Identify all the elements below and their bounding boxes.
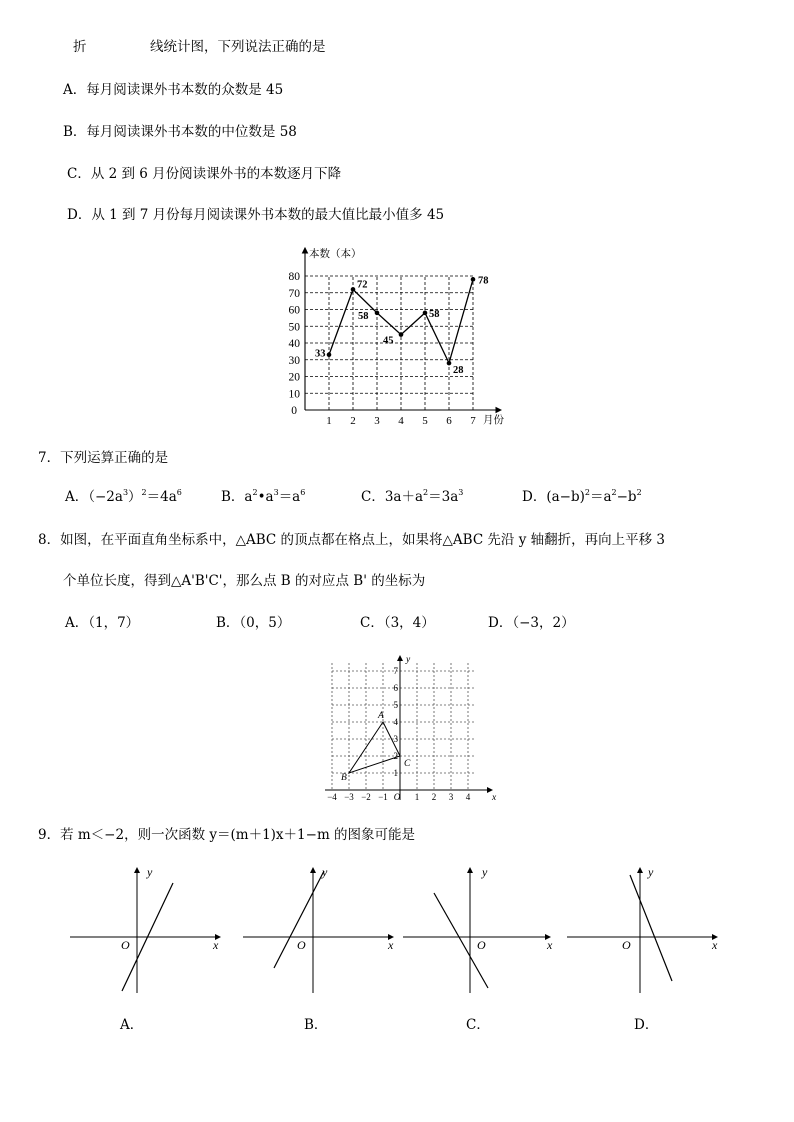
y-tick: 7 — [393, 666, 398, 676]
origin-label: O — [622, 938, 631, 952]
y-axis-label: y — [322, 865, 328, 879]
q7-option-b: B．$a^2•a^3=a^6$ — [221, 488, 306, 505]
data-point — [327, 352, 332, 357]
function-line — [630, 875, 672, 981]
q8-option-a: A．（1，7） — [65, 615, 140, 631]
origin-label: O — [393, 792, 401, 802]
x-tick-label: 5 — [422, 415, 428, 427]
q9-stem: 9．若 m＜−2，则一次函数 y＝(m＋1)x＋1−m 的图象可能是 — [38, 827, 416, 843]
data-point — [351, 287, 356, 292]
x-tick: −1 — [378, 792, 388, 802]
q6-option-b: B．每月阅读课外书本数的中位数是 58 — [63, 124, 297, 140]
data-label: 45 — [383, 335, 394, 347]
y-tick: 1 — [393, 768, 398, 778]
origin-tick-label: 0 — [291, 405, 297, 417]
x-axis-label: x — [547, 938, 553, 952]
q8-option-c: C．（3，4） — [360, 615, 435, 631]
data-label: 28 — [453, 365, 464, 377]
q8-stem-line2: 个单位长度，得到△A'B'C'，那么点 B 的对应点 B' 的坐标为 — [63, 573, 426, 589]
data-point — [471, 277, 476, 282]
data-point — [399, 332, 404, 337]
y-tick-label: 40 — [288, 338, 300, 350]
triangle-abc — [349, 722, 400, 773]
y-tick-label: 50 — [288, 321, 300, 334]
y-tick: 4 — [393, 717, 398, 727]
y-tick-label: 20 — [288, 371, 300, 384]
data-point — [375, 311, 380, 316]
triangle-grid-figure — [320, 650, 505, 805]
q6-option-c: C．从 2 到 6 月份阅读课外书的本数逐月下降 — [67, 166, 342, 182]
q8-option-d: D．（−3，2） — [488, 615, 575, 631]
q6-option-a: A．每月阅读课外书本数的众数是 45 — [63, 82, 284, 98]
q7-option-d: D．$(a-b)^2=a^2-b^2$ — [522, 488, 642, 505]
x-tick-label: 4 — [398, 415, 404, 427]
function-line — [274, 871, 324, 968]
y-tick-label: 30 — [288, 354, 300, 367]
x-tick: −4 — [327, 792, 337, 802]
origin-label: O — [121, 938, 130, 952]
vertex-b-label: B — [341, 773, 347, 783]
q9-graph-a — [65, 863, 225, 998]
q6-option-d: D．从 1 到 7 月份每月阅读课外书本数的最大值比最小值多 45 — [67, 207, 445, 223]
y-tick: 3 — [393, 734, 398, 744]
y-axis-title: 本数（本） — [309, 249, 362, 260]
y-tick-label: 10 — [288, 388, 300, 401]
x-tick-label: 1 — [326, 415, 332, 427]
x-axis-label: x — [388, 938, 394, 952]
data-label: 58 — [429, 308, 440, 320]
x-tick: 2 — [431, 792, 437, 802]
q9-option-b: B． — [304, 1017, 328, 1033]
q9-graph-b — [238, 863, 398, 998]
y-tick-label: 60 — [288, 304, 300, 317]
y-axis-label: y — [406, 655, 411, 665]
y-tick-label: 80 — [288, 271, 300, 283]
y-axis-label: y — [147, 865, 153, 879]
q7-option-a: A．$(-2a^3)^2=4a^6$ — [65, 488, 182, 505]
x-axis-label: x — [492, 793, 497, 803]
y-tick: 6 — [393, 683, 398, 693]
x-tick-label: 3 — [374, 415, 380, 427]
q6-stem-start: 折 — [73, 39, 87, 55]
q6-stem: 线统计图，下列说法正确的是 — [150, 39, 326, 55]
y-axis-label: y — [648, 865, 654, 879]
data-label: 72 — [357, 279, 368, 291]
y-tick: 5 — [393, 700, 398, 710]
x-axis-label: x — [712, 938, 718, 952]
data-label: 58 — [358, 310, 369, 322]
origin-label: O — [297, 938, 306, 952]
x-tick: 3 — [448, 792, 454, 802]
grid-lines — [332, 663, 475, 790]
x-axis-label: x — [213, 938, 219, 952]
x-tick: 1 — [414, 792, 420, 802]
q7-stem: 7．下列运算正确的是 — [38, 450, 169, 466]
x-tick-label: 6 — [446, 415, 452, 427]
x-tick-label: 7 — [470, 415, 476, 427]
y-axis-label: y — [482, 865, 488, 879]
q9-graph-c — [400, 863, 560, 998]
x-tick: −2 — [361, 792, 371, 802]
q9-graph-d — [562, 863, 722, 998]
series-line — [329, 279, 473, 363]
q7-option-c: C．$3a+a^2=3a^3$ — [361, 488, 464, 505]
data-point — [423, 311, 428, 316]
vertex-c-label: C — [404, 759, 411, 769]
q8-option-b: B．（0，5） — [216, 615, 291, 631]
y-tick-label: 70 — [288, 287, 300, 300]
x-tick-label: 2 — [350, 415, 356, 427]
q8-stem-line1: 8．如图，在平面直角坐标系中，△ABC 的顶点都在格点上，如果将△ABC 先沿 y 轴翻折，再向上平移 3 — [38, 532, 666, 548]
q9-option-d: D． — [634, 1017, 659, 1033]
data-point — [447, 361, 452, 366]
q9-option-a: A． — [120, 1017, 144, 1033]
vertex-a-label: A — [378, 711, 384, 721]
x-axis-title: 月份 — [483, 415, 504, 426]
x-tick: 4 — [465, 792, 471, 802]
x-tick: −3 — [344, 792, 354, 802]
data-label: 78 — [478, 275, 489, 287]
data-label: 33 — [315, 348, 326, 360]
origin-label: O — [477, 938, 486, 952]
q9-option-c: C． — [466, 1017, 490, 1033]
line-chart — [270, 238, 520, 428]
y-tick: 2 — [393, 751, 398, 761]
